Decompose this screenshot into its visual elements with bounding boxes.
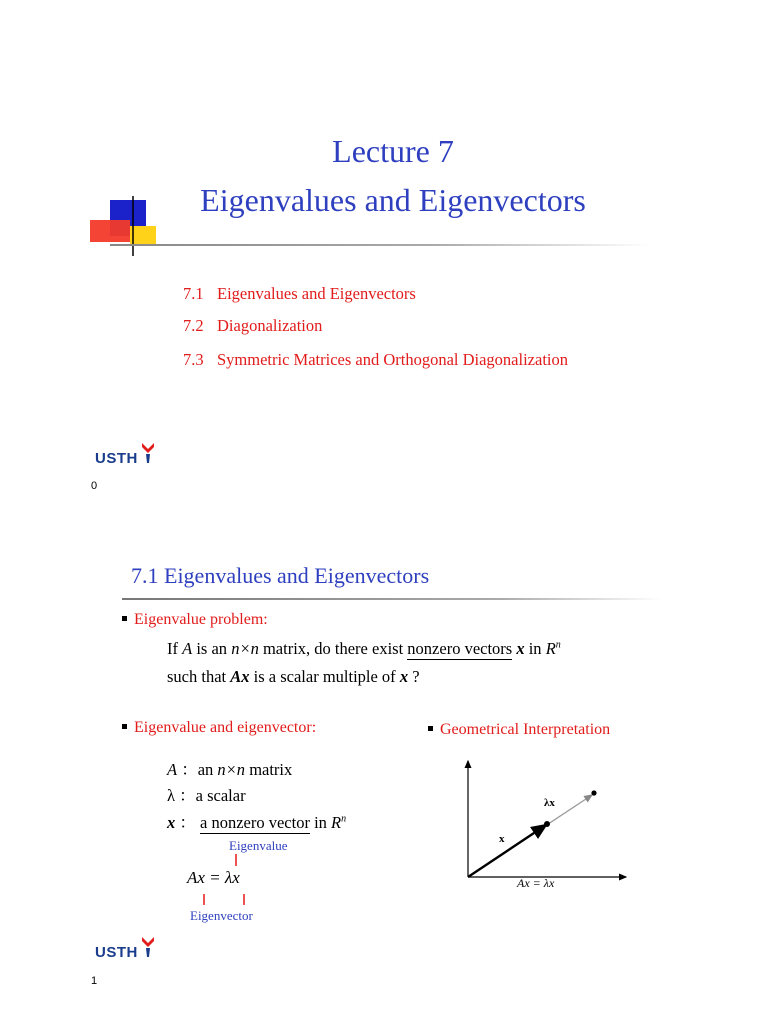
toc-item-text: Diagonalization [217, 316, 323, 335]
eigenvector-label: Eigenvector [190, 908, 253, 923]
title-divider [110, 244, 650, 246]
logo-mark-icon [141, 936, 155, 958]
definition-x: x ： a nonzero vector in $R^n$ [167, 813, 347, 832]
toc-item-text: Symmetric Matrices and Orthogonal Diagonalization [217, 350, 568, 369]
logo-mark-icon [141, 442, 155, 464]
heading-divider [122, 598, 662, 600]
toc-item[interactable] [183, 350, 568, 370]
bullet-geometrical-interpretation: Geometrical Interpretation [428, 721, 610, 739]
bullet-eigenvalue-eigenvector: Eigenvalue and eigenvector: [122, 719, 316, 737]
bullet-icon [428, 726, 433, 731]
diagram-lambda-x-label: λx [544, 797, 555, 809]
section-heading: 7.1 Eigenvalues and Eigenvectors [131, 563, 430, 588]
page-number: 0 [91, 480, 98, 492]
page-number: 1 [91, 975, 98, 987]
definition-lambda: λ ：a scalar [167, 786, 246, 805]
toc-item-number: 7.1 [183, 284, 204, 303]
underlined-text: nonzero vectors [407, 639, 513, 658]
eigenvector-diagram [440, 755, 635, 895]
usth-logo: USTH [95, 442, 157, 470]
bullet-eigenvalue-problem: Eigenvalue problem: [122, 611, 268, 629]
eigenvalue-label: Eigenvalue [229, 838, 288, 853]
problem-line-1: If A is an n×n matrix, do there exist nonzero vectors x in $R^n$ [167, 639, 561, 658]
lecture-title: Eigenvalues and Eigenvectors [200, 182, 586, 218]
problem-line-2: such that Ax is a scalar multiple of x ? [167, 667, 420, 686]
lecture-number-title: Lecture 7 [332, 133, 454, 169]
toc-item[interactable] [183, 316, 322, 336]
bullet-icon [122, 616, 127, 621]
arrow-up-icons [196, 892, 256, 906]
toc-item-number: 7.3 [183, 350, 204, 369]
usth-logo: USTH [95, 936, 157, 964]
toc-item-number: 7.2 [183, 316, 204, 335]
definition-A: A ：an n×n matrix [167, 760, 293, 779]
diagram-caption: Ax = λx [517, 876, 555, 890]
underlined-text: a nonzero vector [200, 813, 310, 832]
eigen-equation: Ax = λx [187, 868, 240, 887]
diagram-x-label: x [499, 833, 505, 845]
bullet-icon [122, 724, 127, 729]
arrow-down-icon [230, 854, 242, 868]
toc-item[interactable] [183, 284, 416, 304]
toc-item-text: Eigenvalues and Eigenvectors [217, 284, 416, 303]
